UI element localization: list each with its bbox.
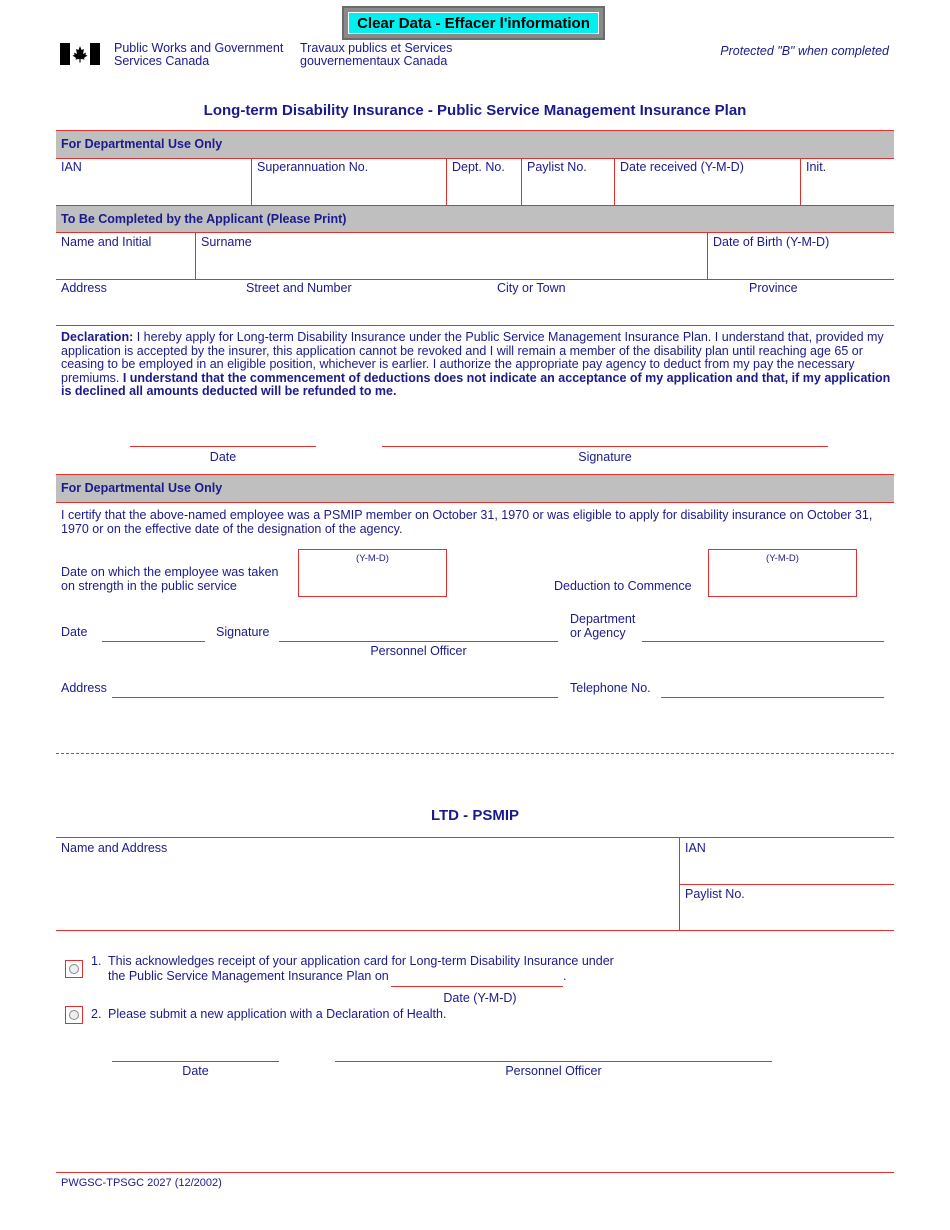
item2-number: 2. — [91, 1007, 102, 1021]
divider — [446, 159, 447, 205]
taken-on-strength-label — [61, 566, 279, 593]
acknowledge-radio[interactable] — [65, 960, 83, 978]
city-label: City or Town — [497, 281, 566, 295]
name-address-label: Name and Address — [61, 841, 168, 855]
section-header-applicant: To Be Completed by the Applicant (Please Print) — [56, 205, 894, 233]
section-header-dept-use-2: For Departmental Use Only — [56, 474, 894, 503]
paylist-label: Paylist No. — [527, 160, 587, 174]
surname-label: Surname — [201, 235, 252, 249]
item1-date-label: Date (Y-M-D) — [443, 991, 517, 1005]
declaration-body: I hereby apply for Long-term Disability Insurance under the Public Service Management Insurance Plan. I understand that, provided my application is accepted by the insurer, this application cannot be revoked and I will remain a member of the disability plan until reaching age 65 or ceasing to be employed in an eligible position, whichever is earlier. I authorize the appropriate pay agency to deduct from my pay the necessary premiums. — [61, 330, 884, 385]
name-address-field[interactable] — [61, 841, 673, 927]
ltd-title: LTD - PSMIP — [430, 807, 520, 824]
divider — [614, 159, 615, 205]
ltd-date-line[interactable] — [112, 1061, 279, 1062]
ltd-date-label: Date — [182, 1064, 209, 1078]
dept-agency-line[interactable] — [642, 641, 884, 642]
ymd-hint: (Y-M-D) — [766, 553, 799, 564]
superannuation-field[interactable] — [257, 160, 443, 202]
signature-line[interactable] — [382, 446, 828, 447]
item1-line2: the Public Service Management Insurance Plan on — [108, 969, 389, 983]
divider — [800, 159, 801, 205]
dept-en-line2: Services Canada — [114, 54, 210, 68]
ymd-hint: (Y-M-D) — [356, 553, 389, 564]
taken-on-line2: on strength in the public service — [61, 578, 237, 593]
taken-on-line1: Date on which the employee was taken — [61, 565, 279, 579]
item2-text: Please submit a new application with a Declaration of Health. — [108, 1007, 447, 1021]
ltd-officer-label: Personnel Officer — [505, 1064, 602, 1078]
divider — [56, 325, 894, 326]
superannuation-label: Superannuation No. — [257, 160, 369, 174]
date-line[interactable] — [130, 446, 316, 447]
dept-agency-label — [570, 613, 635, 640]
clear-data-button-frame[interactable] — [342, 6, 605, 40]
declaration-signature-label: Signature — [578, 450, 632, 464]
date-received-field[interactable] — [620, 160, 796, 202]
footer-divider — [56, 1172, 894, 1173]
declaration-lead: Declaration: — [61, 330, 134, 344]
canada-flag-icon — [60, 43, 100, 65]
clear-data-button[interactable]: Clear Data - Effacer l'information — [348, 12, 599, 34]
ian-label: IAN — [61, 160, 82, 174]
address-label: Address — [61, 281, 107, 295]
divider — [195, 233, 196, 279]
officer-signature-line[interactable] — [279, 641, 558, 642]
section-header-dept-use: For Departmental Use Only — [56, 130, 894, 159]
officer-address-line[interactable] — [112, 697, 558, 698]
paylist-field[interactable] — [527, 160, 611, 202]
item1-number: 1. — [91, 954, 102, 968]
dob-field[interactable] — [713, 235, 891, 277]
personnel-officer-label: Personnel Officer — [370, 644, 467, 658]
init-field[interactable] — [806, 160, 890, 202]
item1-period: . — [563, 969, 567, 983]
item1-date-line[interactable] — [391, 986, 563, 987]
declaration-bold: I understand that the commencement of deductions does not indicate an acceptance of my application and that, if my application is declined all amounts deducted will be refunded to me. — [61, 370, 891, 398]
ltd-officer-line[interactable] — [335, 1061, 772, 1062]
dept-en-line1: Public Works and Government — [114, 41, 284, 55]
ltd-paylist-field[interactable] — [685, 887, 890, 927]
strength-date-input[interactable] — [298, 549, 447, 597]
ltd-ian-field[interactable] — [685, 841, 890, 881]
telephone-line[interactable] — [661, 697, 884, 698]
form-number: PWGSC-TPSGC 2027 (12/2002) — [61, 1177, 222, 1189]
telephone-label: Telephone No. — [570, 681, 651, 695]
dept-agency-line1: Department — [570, 612, 636, 626]
dob-label: Date of Birth (Y-M-D) — [713, 235, 830, 249]
certification-text: I certify that the above-named employee was a PSMIP member on October 31, 1970 or was eligible to apply for disability insurance on October 31, 1970 or on the effective date of the designation of the agency. — [61, 508, 873, 536]
divider — [679, 884, 894, 885]
radio-circle-icon — [69, 1010, 79, 1020]
divider — [56, 837, 894, 838]
item1-line1: This acknowledges receipt of your application card for Long-term Disability Insurance under — [108, 954, 614, 968]
dept-fr-line2: gouvernementaux Canada — [300, 54, 448, 68]
address-input[interactable] — [240, 296, 890, 322]
surname-field[interactable] — [201, 235, 701, 277]
deduction-date-input[interactable] — [708, 549, 857, 597]
divider — [251, 159, 252, 205]
name-initial-label: Name and Initial — [61, 235, 152, 249]
province-label: Province — [749, 281, 798, 295]
ian-field[interactable] — [61, 160, 247, 202]
deduction-label: Deduction to Commence — [554, 579, 692, 593]
name-initial-field[interactable] — [61, 235, 191, 277]
dept-no-label: Dept. No. — [452, 160, 505, 174]
resubmit-radio[interactable] — [65, 1006, 83, 1024]
ltd-ian-label: IAN — [685, 841, 706, 855]
officer-signature-label: Signature — [216, 625, 270, 639]
dept-fr-line1: Travaux publics et Services — [300, 41, 453, 55]
divider — [707, 233, 708, 279]
protected-notice: Protected "B" when completed — [720, 44, 889, 58]
form-title: Long-term Disability Insurance - Public Service Management Insurance Plan — [203, 102, 747, 119]
declaration-date-label: Date — [209, 450, 237, 464]
department-name-french — [300, 42, 452, 68]
officer-date-label: Date — [61, 625, 88, 639]
cut-line — [56, 753, 894, 754]
dept-agency-line2: or Agency — [570, 625, 626, 640]
radio-circle-icon — [69, 964, 79, 974]
ltd-paylist-label: Paylist No. — [685, 887, 745, 901]
department-name-english — [114, 42, 283, 68]
divider — [56, 279, 894, 280]
officer-address-label: Address — [61, 681, 107, 695]
divider — [521, 159, 522, 205]
officer-date-line[interactable] — [102, 641, 205, 642]
street-label: Street and Number — [246, 281, 352, 295]
dept-no-field[interactable] — [452, 160, 518, 202]
divider — [56, 930, 894, 931]
declaration-text — [61, 331, 891, 399]
date-received-label: Date received (Y-M-D) — [620, 160, 744, 174]
init-label: Init. — [806, 160, 827, 174]
